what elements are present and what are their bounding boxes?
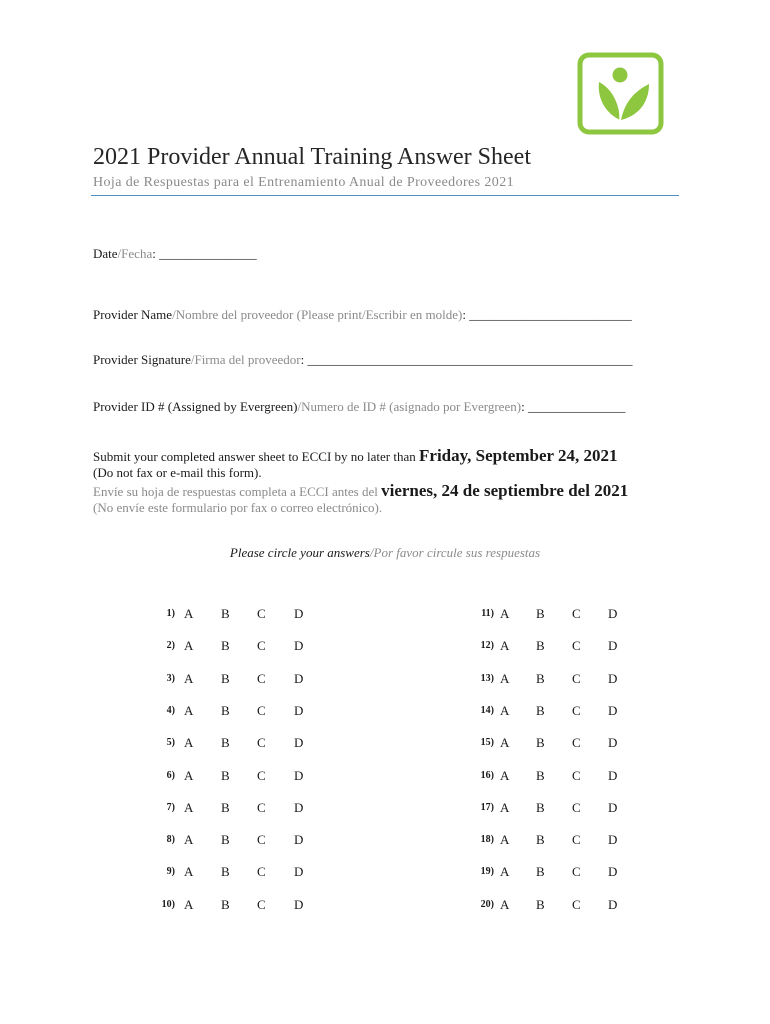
- question-number: 4): [166, 705, 175, 716]
- signature-label: Provider Signature: [93, 352, 191, 367]
- submit-text-es: Envíe su hoja de respuestas completa a ECCI antes del: [93, 484, 382, 499]
- answer-option[interactable]: D: [608, 703, 618, 718]
- provider-name-label: Provider Name: [93, 307, 173, 322]
- question-number: 2): [166, 640, 175, 651]
- question-number: 8): [166, 834, 175, 845]
- answer-option[interactable]: C: [572, 864, 581, 879]
- answer-option[interactable]: B: [221, 735, 230, 750]
- provider-name-sep: /: [172, 307, 176, 322]
- question-number: 9): [166, 866, 175, 877]
- answer-option[interactable]: D: [294, 735, 304, 750]
- answer-option[interactable]: C: [572, 768, 581, 783]
- answer-option[interactable]: C: [572, 735, 581, 750]
- answer-option[interactable]: D: [294, 606, 304, 621]
- question-number: 20): [480, 899, 494, 910]
- answer-option[interactable]: A: [500, 768, 510, 783]
- answer-option[interactable]: C: [257, 897, 266, 912]
- answer-option[interactable]: D: [608, 606, 618, 621]
- answer-option[interactable]: C: [257, 800, 266, 815]
- question-number: 17): [480, 802, 494, 813]
- answer-option[interactable]: B: [536, 703, 545, 718]
- answer-option[interactable]: C: [572, 832, 581, 847]
- answer-option[interactable]: D: [294, 800, 304, 815]
- answer-option[interactable]: B: [221, 768, 230, 783]
- title-divider: [91, 195, 679, 196]
- answer-option[interactable]: A: [184, 800, 194, 815]
- submit-line-es: [93, 481, 628, 501]
- question-number: 14): [480, 705, 494, 716]
- answer-option[interactable]: C: [257, 768, 266, 783]
- provider-name-blank[interactable]: _________________________: [465, 307, 632, 322]
- answer-option[interactable]: A: [500, 897, 510, 912]
- question-number: 18): [480, 834, 494, 845]
- answer-option[interactable]: A: [500, 735, 510, 750]
- signature-sep: /: [190, 352, 195, 367]
- answer-option[interactable]: B: [536, 897, 545, 912]
- circle-instruction: [0, 545, 770, 561]
- answer-option[interactable]: C: [257, 638, 266, 653]
- answer-option[interactable]: A: [184, 832, 194, 847]
- deadline-en: Friday, September 24, 2021: [419, 446, 618, 465]
- question-number: 1): [166, 608, 175, 619]
- provider-id-label-es: Numero de ID # (asignado por Evergreen): [301, 399, 522, 414]
- answer-option[interactable]: B: [221, 671, 230, 686]
- answer-option[interactable]: B: [536, 735, 545, 750]
- page-title: 2021 Provider Annual Training Answer Sheet: [93, 144, 531, 170]
- leaf-person-logo-icon: [577, 52, 664, 135]
- provider-name-label-es: Nombre del proveedor (Please print/Escribir en molde): [175, 307, 463, 322]
- question-number: 12): [480, 640, 494, 651]
- answer-option[interactable]: B: [536, 606, 545, 621]
- question-number: 11): [481, 608, 494, 619]
- answer-option[interactable]: C: [257, 606, 266, 621]
- answer-option[interactable]: B: [221, 638, 230, 653]
- answer-option[interactable]: D: [608, 768, 618, 783]
- question-number: 13): [480, 673, 494, 684]
- answer-option[interactable]: C: [257, 703, 266, 718]
- question-number: 10): [161, 899, 175, 910]
- answer-option[interactable]: D: [608, 897, 618, 912]
- answer-option[interactable]: A: [500, 800, 510, 815]
- answer-option[interactable]: B: [536, 638, 545, 653]
- question-number: 5): [166, 737, 175, 748]
- instruction-sep: /: [369, 545, 374, 560]
- answer-option[interactable]: D: [608, 735, 618, 750]
- signature-blank[interactable]: __________________________________________________: [304, 352, 633, 367]
- deadline-es: viernes, 24 de septiembre del 2021: [381, 481, 629, 500]
- answer-option[interactable]: C: [257, 735, 266, 750]
- answer-option[interactable]: A: [500, 606, 510, 621]
- answer-option[interactable]: D: [294, 832, 304, 847]
- answer-option[interactable]: B: [536, 671, 545, 686]
- answer-option[interactable]: A: [500, 671, 510, 686]
- answer-option[interactable]: C: [257, 671, 266, 686]
- question-number: 7): [166, 802, 175, 813]
- answer-option[interactable]: C: [572, 671, 581, 686]
- answer-option[interactable]: B: [536, 864, 545, 879]
- answer-option[interactable]: A: [184, 606, 194, 621]
- answer-option[interactable]: D: [608, 638, 618, 653]
- answer-option[interactable]: A: [184, 768, 194, 783]
- answer-option[interactable]: C: [572, 800, 581, 815]
- answer-option[interactable]: A: [184, 735, 194, 750]
- question-number: 3): [166, 673, 175, 684]
- question-number: 6): [166, 770, 175, 781]
- provider-id-label: Provider ID # (Assigned by Evergreen): [93, 399, 298, 414]
- answer-option[interactable]: D: [294, 703, 304, 718]
- provider-name-colon: :: [462, 307, 466, 322]
- answer-option[interactable]: B: [221, 864, 230, 879]
- submit-note-es: (No envíe este formulario por fax o correo electrónico).: [93, 500, 383, 515]
- answer-option[interactable]: B: [221, 897, 230, 912]
- answer-option[interactable]: D: [294, 897, 304, 912]
- answer-option[interactable]: A: [184, 864, 194, 879]
- answer-option[interactable]: A: [500, 638, 510, 653]
- answer-option[interactable]: D: [294, 864, 304, 879]
- answer-option[interactable]: C: [572, 606, 581, 621]
- provider-id-colon: :: [521, 399, 525, 414]
- answer-option[interactable]: B: [536, 768, 545, 783]
- answer-option[interactable]: A: [184, 897, 194, 912]
- answer-option[interactable]: D: [608, 671, 618, 686]
- answer-option[interactable]: A: [500, 703, 510, 718]
- answer-option[interactable]: B: [221, 800, 230, 815]
- answer-option[interactable]: D: [608, 864, 618, 879]
- answer-option[interactable]: D: [294, 638, 304, 653]
- answer-option[interactable]: C: [572, 897, 581, 912]
- answer-option[interactable]: B: [536, 800, 545, 815]
- question-number: 19): [480, 866, 494, 877]
- answer-option[interactable]: C: [572, 638, 581, 653]
- date-colon: :: [152, 246, 156, 261]
- answer-option[interactable]: C: [257, 864, 266, 879]
- submit-note-en: (Do not fax or e-mail this form).: [93, 465, 262, 480]
- answer-option[interactable]: C: [257, 832, 266, 847]
- instruction-es: Por favor circule sus respuestas: [373, 545, 541, 560]
- provider-id-sep: /: [297, 399, 302, 414]
- date-label-es: Fecha: [121, 246, 153, 261]
- submit-text-en: Submit your completed answer sheet to ECCI by no later than: [93, 449, 420, 464]
- date-sep: /: [117, 246, 122, 261]
- answer-option[interactable]: A: [500, 832, 510, 847]
- answer-option[interactable]: B: [221, 832, 230, 847]
- provider-id-blank[interactable]: _______________: [524, 399, 626, 414]
- question-number: 16): [480, 770, 494, 781]
- answer-option[interactable]: D: [294, 671, 304, 686]
- answer-option[interactable]: C: [572, 703, 581, 718]
- date-blank[interactable]: _______________: [155, 246, 257, 261]
- date-label: Date: [93, 246, 118, 261]
- page-subtitle: Hoja de Respuestas para el Entrenamiento Anual de Proveedores 2021: [93, 175, 515, 190]
- answer-option[interactable]: D: [608, 832, 618, 847]
- question-number: 15): [480, 737, 494, 748]
- answer-option[interactable]: B: [221, 703, 230, 718]
- date-field[interactable]: [93, 246, 257, 262]
- answer-option[interactable]: A: [184, 703, 194, 718]
- answer-option[interactable]: A: [184, 638, 194, 653]
- answer-option[interactable]: B: [221, 606, 230, 621]
- answer-option[interactable]: D: [608, 800, 618, 815]
- submit-line-en: [93, 446, 618, 466]
- signature-field[interactable]: [93, 352, 632, 368]
- provider-name-field[interactable]: [93, 307, 632, 323]
- answer-option[interactable]: D: [294, 768, 304, 783]
- answer-option[interactable]: A: [184, 671, 194, 686]
- signature-colon: :: [300, 352, 305, 367]
- answer-option[interactable]: A: [500, 864, 510, 879]
- provider-id-field[interactable]: [93, 399, 625, 415]
- signature-label-es: Firma del proveedor: [194, 352, 301, 367]
- instruction-en: Please circle your answers: [229, 545, 370, 560]
- answer-option[interactable]: B: [536, 832, 545, 847]
